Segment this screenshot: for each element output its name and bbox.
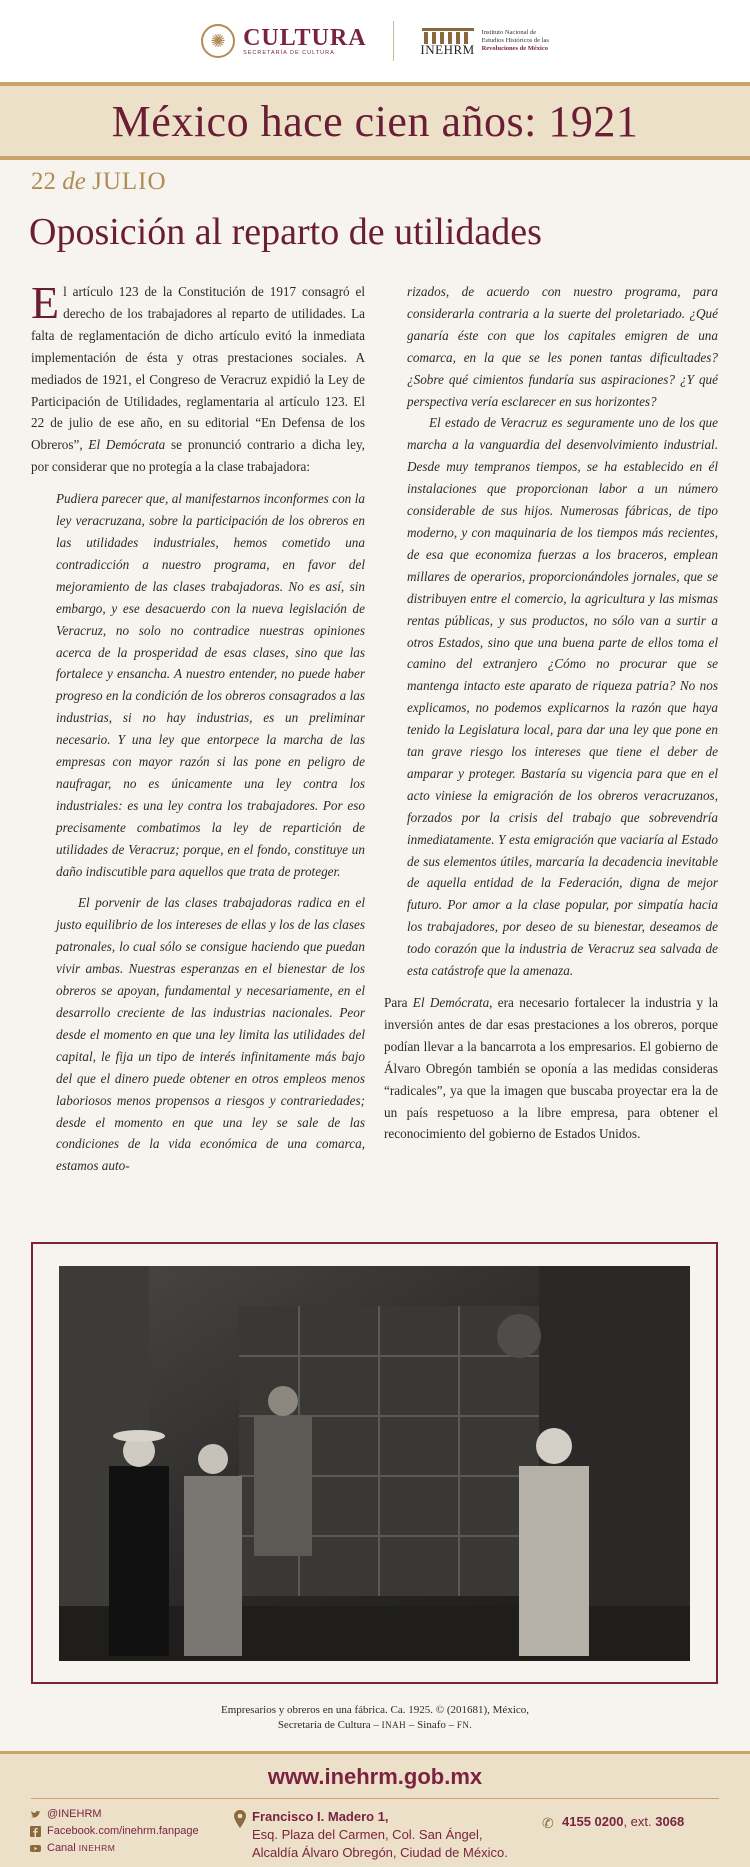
facebook-link[interactable]: Facebook.com/inehrm.fanpage — [30, 1823, 199, 1840]
youtube-icon — [30, 1843, 41, 1854]
title-band — [0, 82, 750, 160]
inehrm-logo-text: INEHRM — [420, 42, 475, 57]
logo-divider — [393, 21, 394, 61]
article-headline: Oposición al reparto de utilidades — [29, 211, 542, 253]
photo-frame — [31, 1242, 718, 1684]
phone-icon: ✆ — [542, 1815, 554, 1831]
quote-paragraph-2: El porvenir de las clases trabajadoras radica en el justo equilibrio de los intereses de ellas y los de las clases patronales, lo cual sólo se consigue haciendo que puedan vivir ambas. Nuestras esperanzas en el bienestar de los obreros se apoyan, fundamental y necesariamente, en el desarrollo creciente de las industrias nacionales. Peor desde el momento en que una ley limita las utilidades del capital, le fija un tipo de interés infinitamente más bajo del que el dinero puede obtener en otros empleos menos laboriosos menos propensos a riesgos y contrariedades; desde el momento en que una ley se sale de las condiciones de la vida económica de una comarca, estamos auto- — [56, 895, 365, 1174]
closing-paragraph: Para El Demócrata, era necesario fortalecer la industria y la inversión antes de dar esas prestaciones a los obreros, porque podían llevar a la bancarrota a los empresarios. El gobierno de Álvaro Obregón también se oponía a las medidas consideras “radicales”, ya que la imagen que buscaba proyectar era la de un país respetuoso a la libre empresa, para obtener el reconocimiento del gobierno de Estados Unidos. — [384, 995, 718, 1142]
article-column-right — [384, 281, 718, 1145]
address-block: Francisco I. Madero 1, Esq. Plaza del Carmen, Col. San Ángel, Alcaldía Álvaro Obregón, Ciudad de México. — [252, 1808, 508, 1862]
drop-cap: E — [31, 277, 60, 328]
quote-paragraph-1: Pudiera parecer que, al manifestarnos inconformes con la ley veracruzana, sobre la participación de los obreros en las utilidades industriales, hemos cometido una contradicción a nuestro programa, en favor del mejoramiento de las clases trabajadoras. No es así, sin embargo, y ese desacuerdo con la nueva legislación de Veracruz, no solo no contradice nuestras opiniones acerca de la prosperidad de esas clases, sino que las fortalece y ensancha. A nuestro entender, no puede haber progreso en la condición de los obreros consagrados a las industrias, si no hay industrias, es un preliminar necesario. Y una ley que entorpece la marcha de las empresas con mayor razón si las pone en peligro de naufragar, no es únicamente una ley contra los industriales: es una ley contra los trabajadores. Por eso precisamente combatimos la ley de repartición de utilidades de Veracruz; porque, en el fondo, constituye un daño indiscutible para aquellos que trata de proteger. — [56, 491, 365, 879]
facebook-icon — [30, 1826, 41, 1837]
article-column-left — [31, 277, 365, 1177]
page-title: México hace cien años: 1921 — [111, 96, 639, 146]
cultura-logo[interactable] — [201, 24, 366, 58]
footer-divider — [31, 1798, 719, 1799]
quote-paragraph-4: El estado de Veracruz es seguramente uno de los que marcha a la vanguardia del desenvolvimiento industrial. Desde muy tempranos tiempos, se ha establecido en él instalaciones que proporcionan labor a un número considerable de sus hijos. Numerosas fábricas, de tipo moderno, y con maquinaria de los tiempos más recientes, de esa que economiza fuerzas a los braceros, emplean millares de operarios, proporcionándoles jornales, que se distribuyen entre el comercio, la agricultura y las mismas rentas públicas, y sus productos, no sólo van a surtir a otros Estados, sino que una buena parte de ellos toma el camino del extranjero ¿Cómo no procurar que se mantenga intacto este aparato de riqueza patria? No nos explicamos, no podemos explicarnos la razón que haya tenido la Legislatura local, para dar una ley que pone en tan grave riesgo los intereses que tiene el deber de amparar y proteger. Bastaría su vigencia para que en el acto viniese la emigración de los obreros veracruzanos, forzados por la crisis del trabajo que sobrevendría inmediatamente. Y esta emigración que vaciaría al Estado de sus elementos útiles, marcaría la decadencia inevitable de aquella entidad de la Federación, digna de mejor futuro. Por amor a la clase popular, por simpatía hacia los trabajadores, por deseo de su bienestar, deseamos de todo corazón que la industria de Veracruz sea salvada de esta catástrofe que la amenaza. — [407, 415, 718, 979]
website-link[interactable]: www.inehrm.gob.mx — [267, 1764, 483, 1789]
factory-photo[interactable] — [59, 1266, 690, 1661]
cultura-logo-subtext: SECRETARÍA DE CULTURA — [243, 50, 335, 56]
inehrm-logo[interactable] — [420, 26, 549, 56]
eagle-seal-icon: ✺ — [201, 24, 235, 58]
phone-number[interactable]: ✆ 4155 0200, ext. 3068 — [542, 1814, 685, 1831]
photo-caption: Empresarios y obreros en una fábrica. Ca. 1925. © (201681), México, Secretaría de Cultura – INAH – Sinafo – FN. — [220, 1704, 530, 1731]
quote-paragraph-3: rizados, de acuerdo con nuestro programa, para considerarla contraria a la suerte del proletariado. ¿Qué ganaría éste con que los capitales emigren de una comarca, en la que se les ponen tantas dificultades? ¿Sobre qué cimientos fundaría sus aspiraciones? ¿Y qué perspectiva vería esclarecer en sus horizontes? — [407, 284, 718, 409]
twitter-link[interactable]: @INEHRM — [30, 1806, 199, 1823]
logo-bar — [0, 0, 750, 82]
youtube-link[interactable]: Canal INEHRM — [30, 1840, 199, 1857]
footer — [0, 1751, 750, 1867]
social-links — [30, 1806, 199, 1857]
cultura-logo-text: CULTURA — [243, 25, 367, 51]
intro-paragraph: El artículo 123 de la Constitución de 1917 consagró el derecho de los trabajadores al reparto de utilidades. La falta de reglamentación de dicho artículo evitó la inmediata implementación de ésta y otras prestaciones sociales. A mediados de 1921, el Congreso de Veracruz expidió la Ley de Participación de Utilidades, reglamentaria al artículo 123. El 22 de julio de ese año, en su editorial “En Defensa de los Obreros”, El Demócrata se pronunció contrario a dicha ley, por considerar que no protegía a la clase trabajadora: — [31, 277, 365, 475]
building-icon — [420, 26, 476, 56]
date-label: 22 de JULIO — [31, 168, 167, 195]
location-pin-icon — [234, 1810, 246, 1828]
twitter-icon — [30, 1809, 41, 1820]
inehrm-logo-desc: Instituto Nacional de Estudios Históricos de las Revoluciones de México — [481, 29, 549, 52]
